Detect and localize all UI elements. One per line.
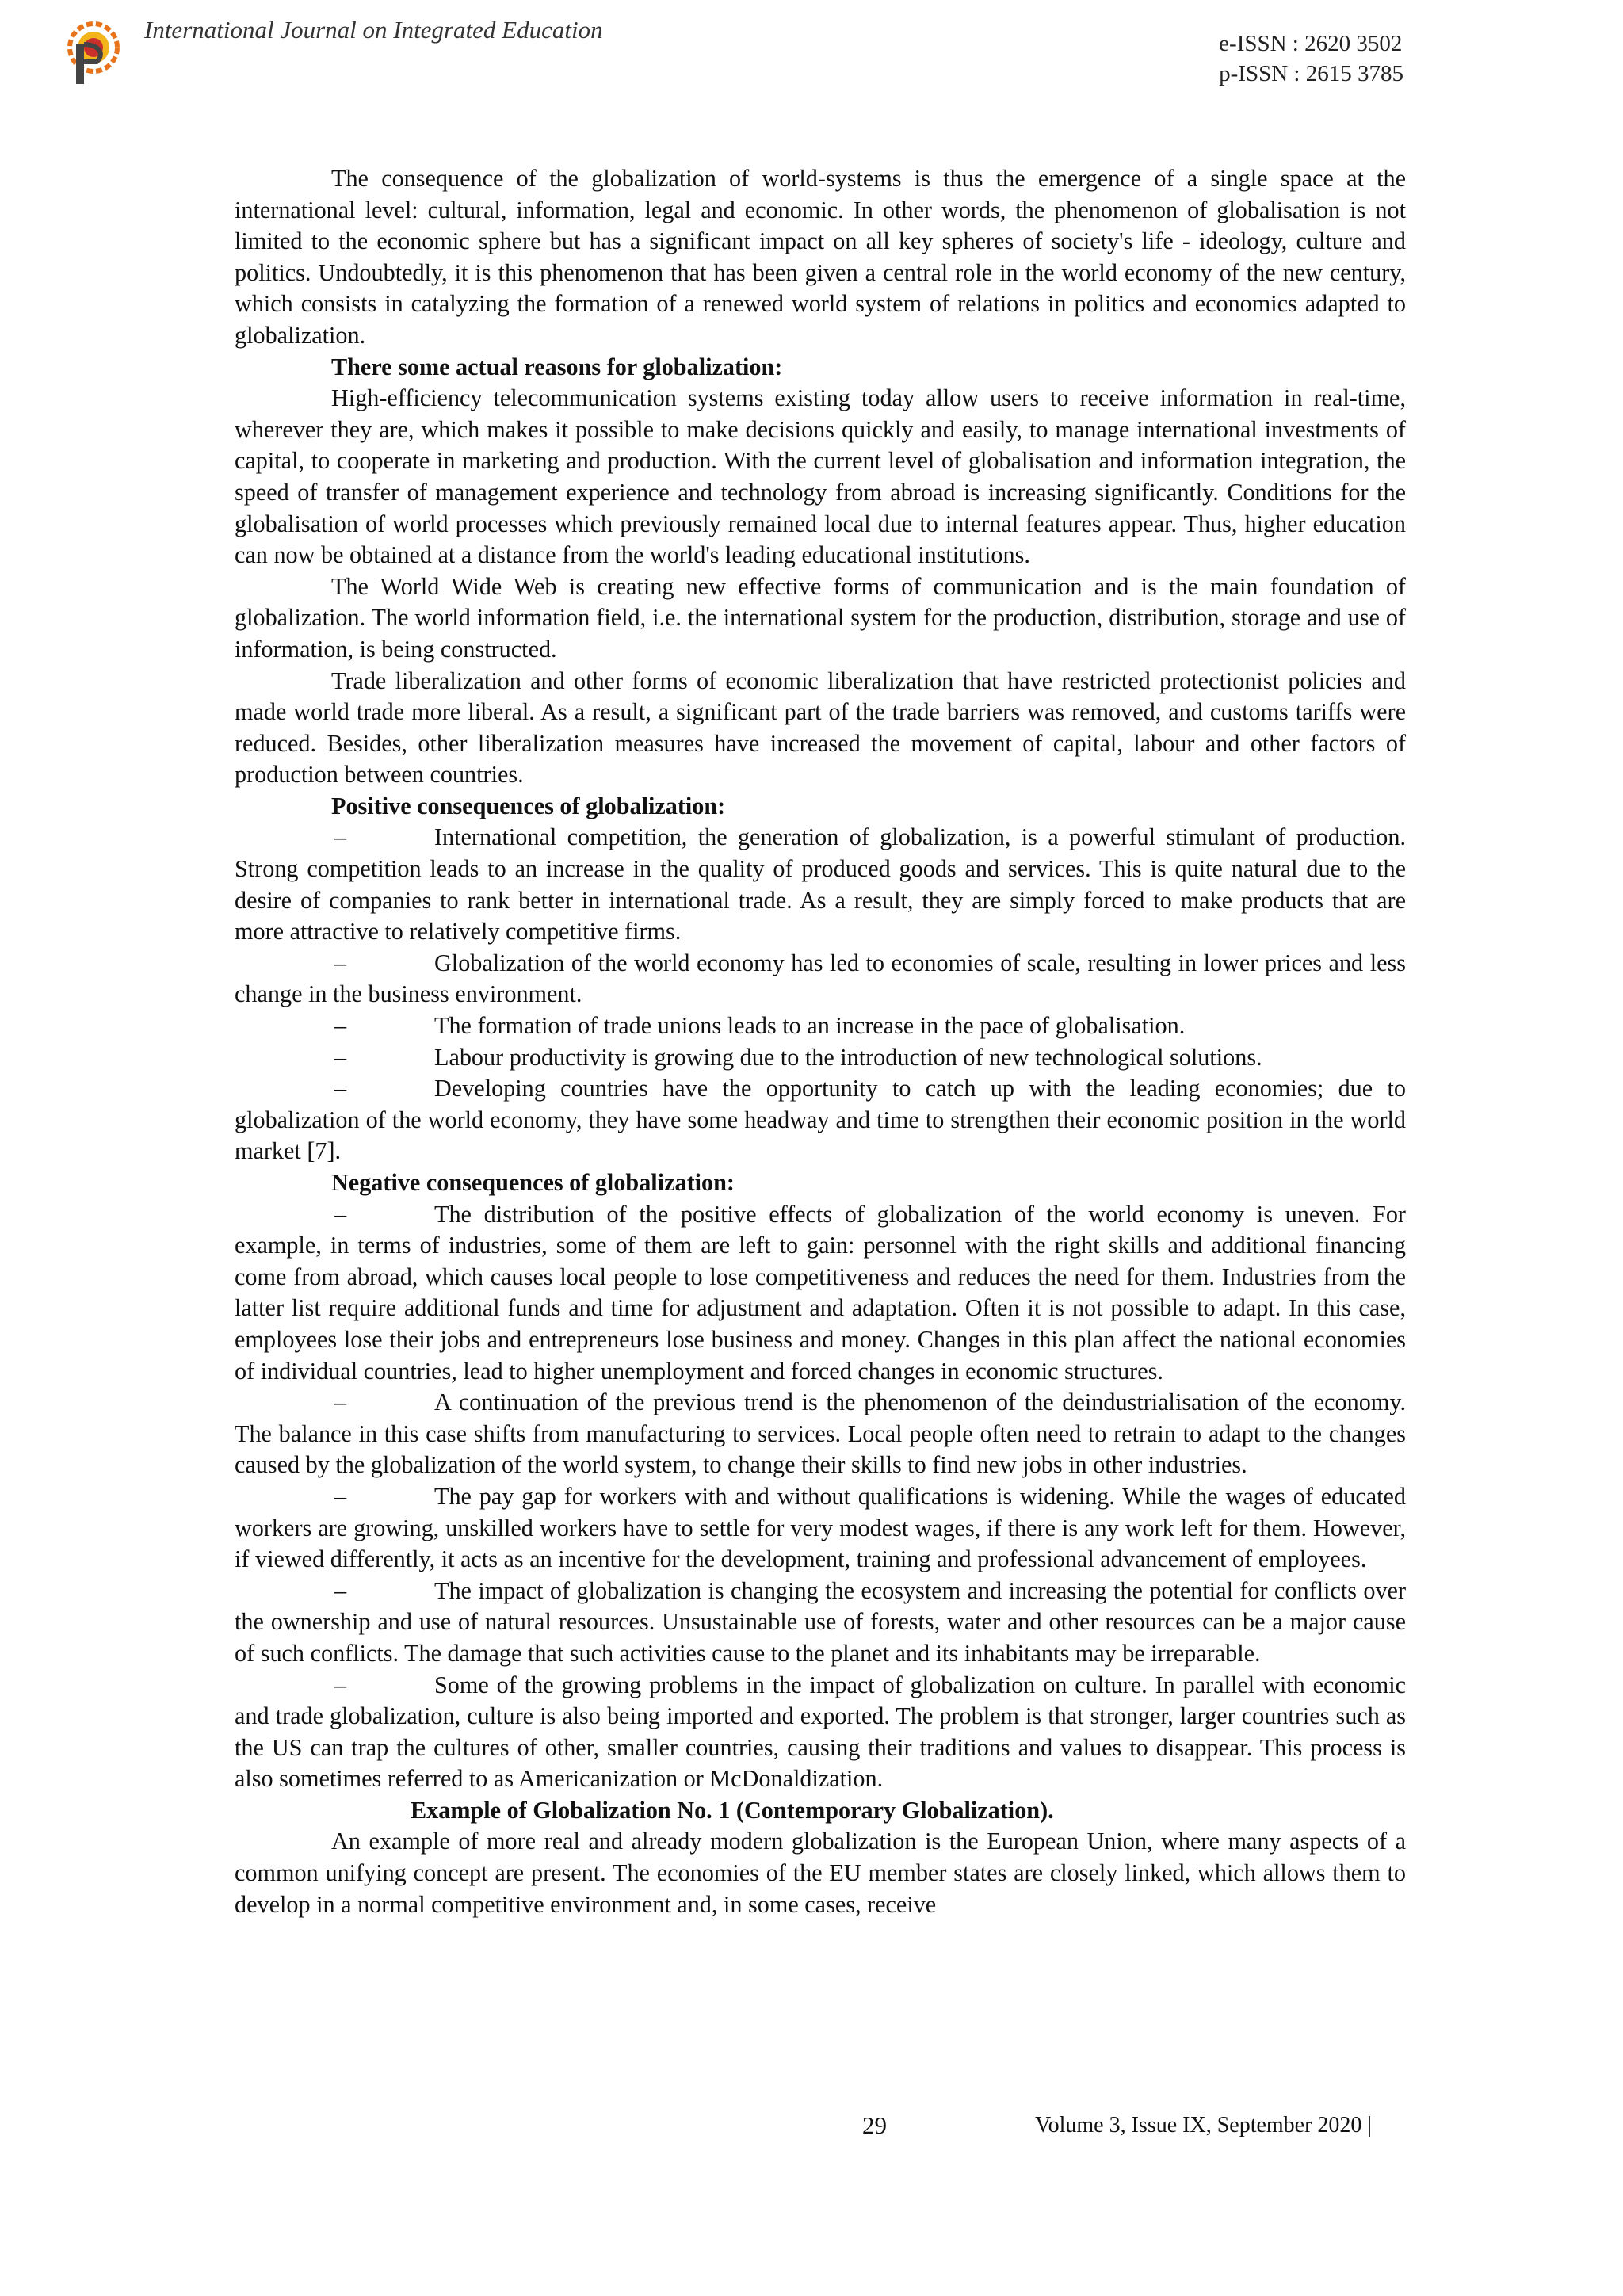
dash-bullet: – [334, 1389, 347, 1416]
dash-bullet: – [334, 1043, 347, 1071]
issn-block [1219, 29, 1403, 89]
section-heading: Negative consequences of globalization: [331, 1169, 735, 1196]
dash-bullet: – [334, 1671, 347, 1698]
dash-bullet: – [334, 1482, 347, 1510]
dash-bullet: – [334, 1576, 347, 1604]
article-body [235, 163, 1406, 1920]
journal-logo-icon [65, 21, 124, 87]
list-item-text: International competition, the generation of globalization, is a powerful stimulant of production. Strong competition leads to an increase in the quality of produced goods and services. This is quite natural due to the desire of companies to rank better in international trade. As a result, they are simply forced to make products that are more attractive to relatively competitive firms. [235, 823, 1406, 946]
list-item-text: The distribution of the positive effects of globalization of the world economy is uneven. For example, in terms of industries, some of them are left to gain: personnel with the right skills and additional financing come from abroad, which causes local people to lose competitiveness and reduces the need for them. Industries from the latter list require additional funds and time for adjustment and adaptation. Often it is not possible to adapt. In this case, employees lose their jobs and entrepreneurs lose business and money. Changes in this plan affect the national economies of individual countries, lead to higher unemployment and forced changes in economic structures. [235, 1200, 1406, 1385]
journal-name: International Journal on Integrated Education [144, 16, 603, 44]
eissn: e-ISSN : 2620 3502 [1219, 31, 1403, 56]
dash-bullet: – [334, 1200, 347, 1228]
pissn: p-ISSN : 2615 3785 [1219, 61, 1403, 86]
volume-info: Volume 3, Issue IX, September 2020 | [1035, 2113, 1373, 2137]
dash-bullet: – [334, 1075, 347, 1102]
page-number: 29 [862, 2111, 887, 2139]
list-item-text: Labour productivity is growing due to the introduction of new technological solutions. [434, 1043, 1262, 1071]
dash-bullet: – [334, 949, 347, 976]
paragraph: High-efficiency telecommunication systems existing today allow users to receive information in real-time, wherever they are, which makes it possible to make decisions quickly and easily, to manage international investments of capital, to cooperate in marketing and production. With the current level of globalisation and information integration, the speed of transfer of management experience and technology from abroad is increasing significantly. Conditions for the globalisation of world processes which previously remained local due to internal features appear. Thus, higher education can now be obtained at a distance from the world's leading educational institutions. [235, 384, 1406, 569]
list-item [235, 948, 1406, 1010]
list-item-text: A continuation of the previous trend is the phenomenon of the deindustrialisation of the economy. The balance in this case shifts from manufacturing to services. Local people often need to retrain to adapt to the changes caused by the globalization of the world system, to change their skills to find new jobs in other industries. [235, 1389, 1406, 1479]
paragraph: The consequence of the globalization of world-systems is thus the emergence of a single space at the international level: cultural, information, legal and economic. In other words, the phenomenon of globalisation is not limited to the economic sphere but has a significant impact on all key spheres of society's life - ideology, culture and politics. Undoubtedly, it is this phenomenon that has been given a central role in the world economy of the new century, which consists in catalyzing the formation of a renewed world system of relations in politics and economics adapted to globalization. [235, 165, 1406, 349]
dash-bullet: – [334, 823, 347, 851]
list-item-text: The formation of trade unions leads to an increase in the pace of globalisation. [434, 1012, 1186, 1040]
list-item [235, 1576, 1406, 1670]
section-heading: There some actual reasons for globalization: [331, 353, 783, 380]
list-item [235, 1481, 1406, 1576]
list-item [235, 822, 1406, 947]
paragraph: Trade liberalization and other forms of economic liberalization that have restricted protectionist policies and made world trade more liberal. As a result, a significant part of the trade barriers was removed, and customs tariffs were reduced. Besides, other liberalization measures have increased the movement of capital, labour and other factors of production between countries. [235, 667, 1406, 789]
list-item-text: The impact of globalization is changing the ecosystem and increasing the potential for conflicts over the ownership and use of natural resources. Unsustainable use of forests, water and other resources can be a major cause of such conflicts. The damage that such activities cause to the planet and its inhabitants may be irreparable. [235, 1576, 1406, 1667]
section-heading: Positive consequences of globalization: [331, 792, 726, 819]
list-item [235, 1010, 1406, 1042]
paragraph: An example of more real and already modern globalization is the European Union, where many aspects of a common unifying concept are present. The economies of the EU member states are closely linked, which allows them to develop in a normal competitive environment and, in some cases, receive [235, 1828, 1406, 1918]
list-item [235, 1073, 1406, 1167]
list-item-text: Developing countries have the opportunity to catch up with the leading economies; due to globalization of the world economy, they have some headway and time to strengthen their economic position in the world market [7]. [235, 1075, 1406, 1165]
list-item [235, 1042, 1406, 1074]
list-item [235, 1670, 1406, 1795]
list-item [235, 1387, 1406, 1481]
list-item-text: Some of the growing problems in the impact of globalization on culture. In parallel with economic and trade globalization, culture is also being imported and exported. The problem is that stronger, larger countries such as the US can trap the cultures of other, smaller countries, causing their traditions and values to disappear. This process is also sometimes referred to as Americanization or McDonaldization. [235, 1671, 1406, 1793]
list-item-text: Globalization of the world economy has led to economies of scale, resulting in lower prices and less change in the business environment. [235, 949, 1406, 1008]
section-heading: Example of Globalization No. 1 (Contemporary Globalization). [411, 1796, 1054, 1824]
list-item-text: The pay gap for workers with and without qualifications is widening. While the wages of educated workers are growing, unskilled workers have to settle for very modest wages, if there is any work left for them. However, if viewed differently, it acts as an incentive for the development, training and professional advancement of employees. [235, 1482, 1406, 1573]
list-item [235, 1199, 1406, 1388]
dash-bullet: – [334, 1012, 347, 1040]
paragraph: The World Wide Web is creating new effective forms of communication and is the main foundation of globalization. The world information field, i.e. the international system for the production, distribution, storage and use of information, is being constructed. [235, 572, 1406, 663]
